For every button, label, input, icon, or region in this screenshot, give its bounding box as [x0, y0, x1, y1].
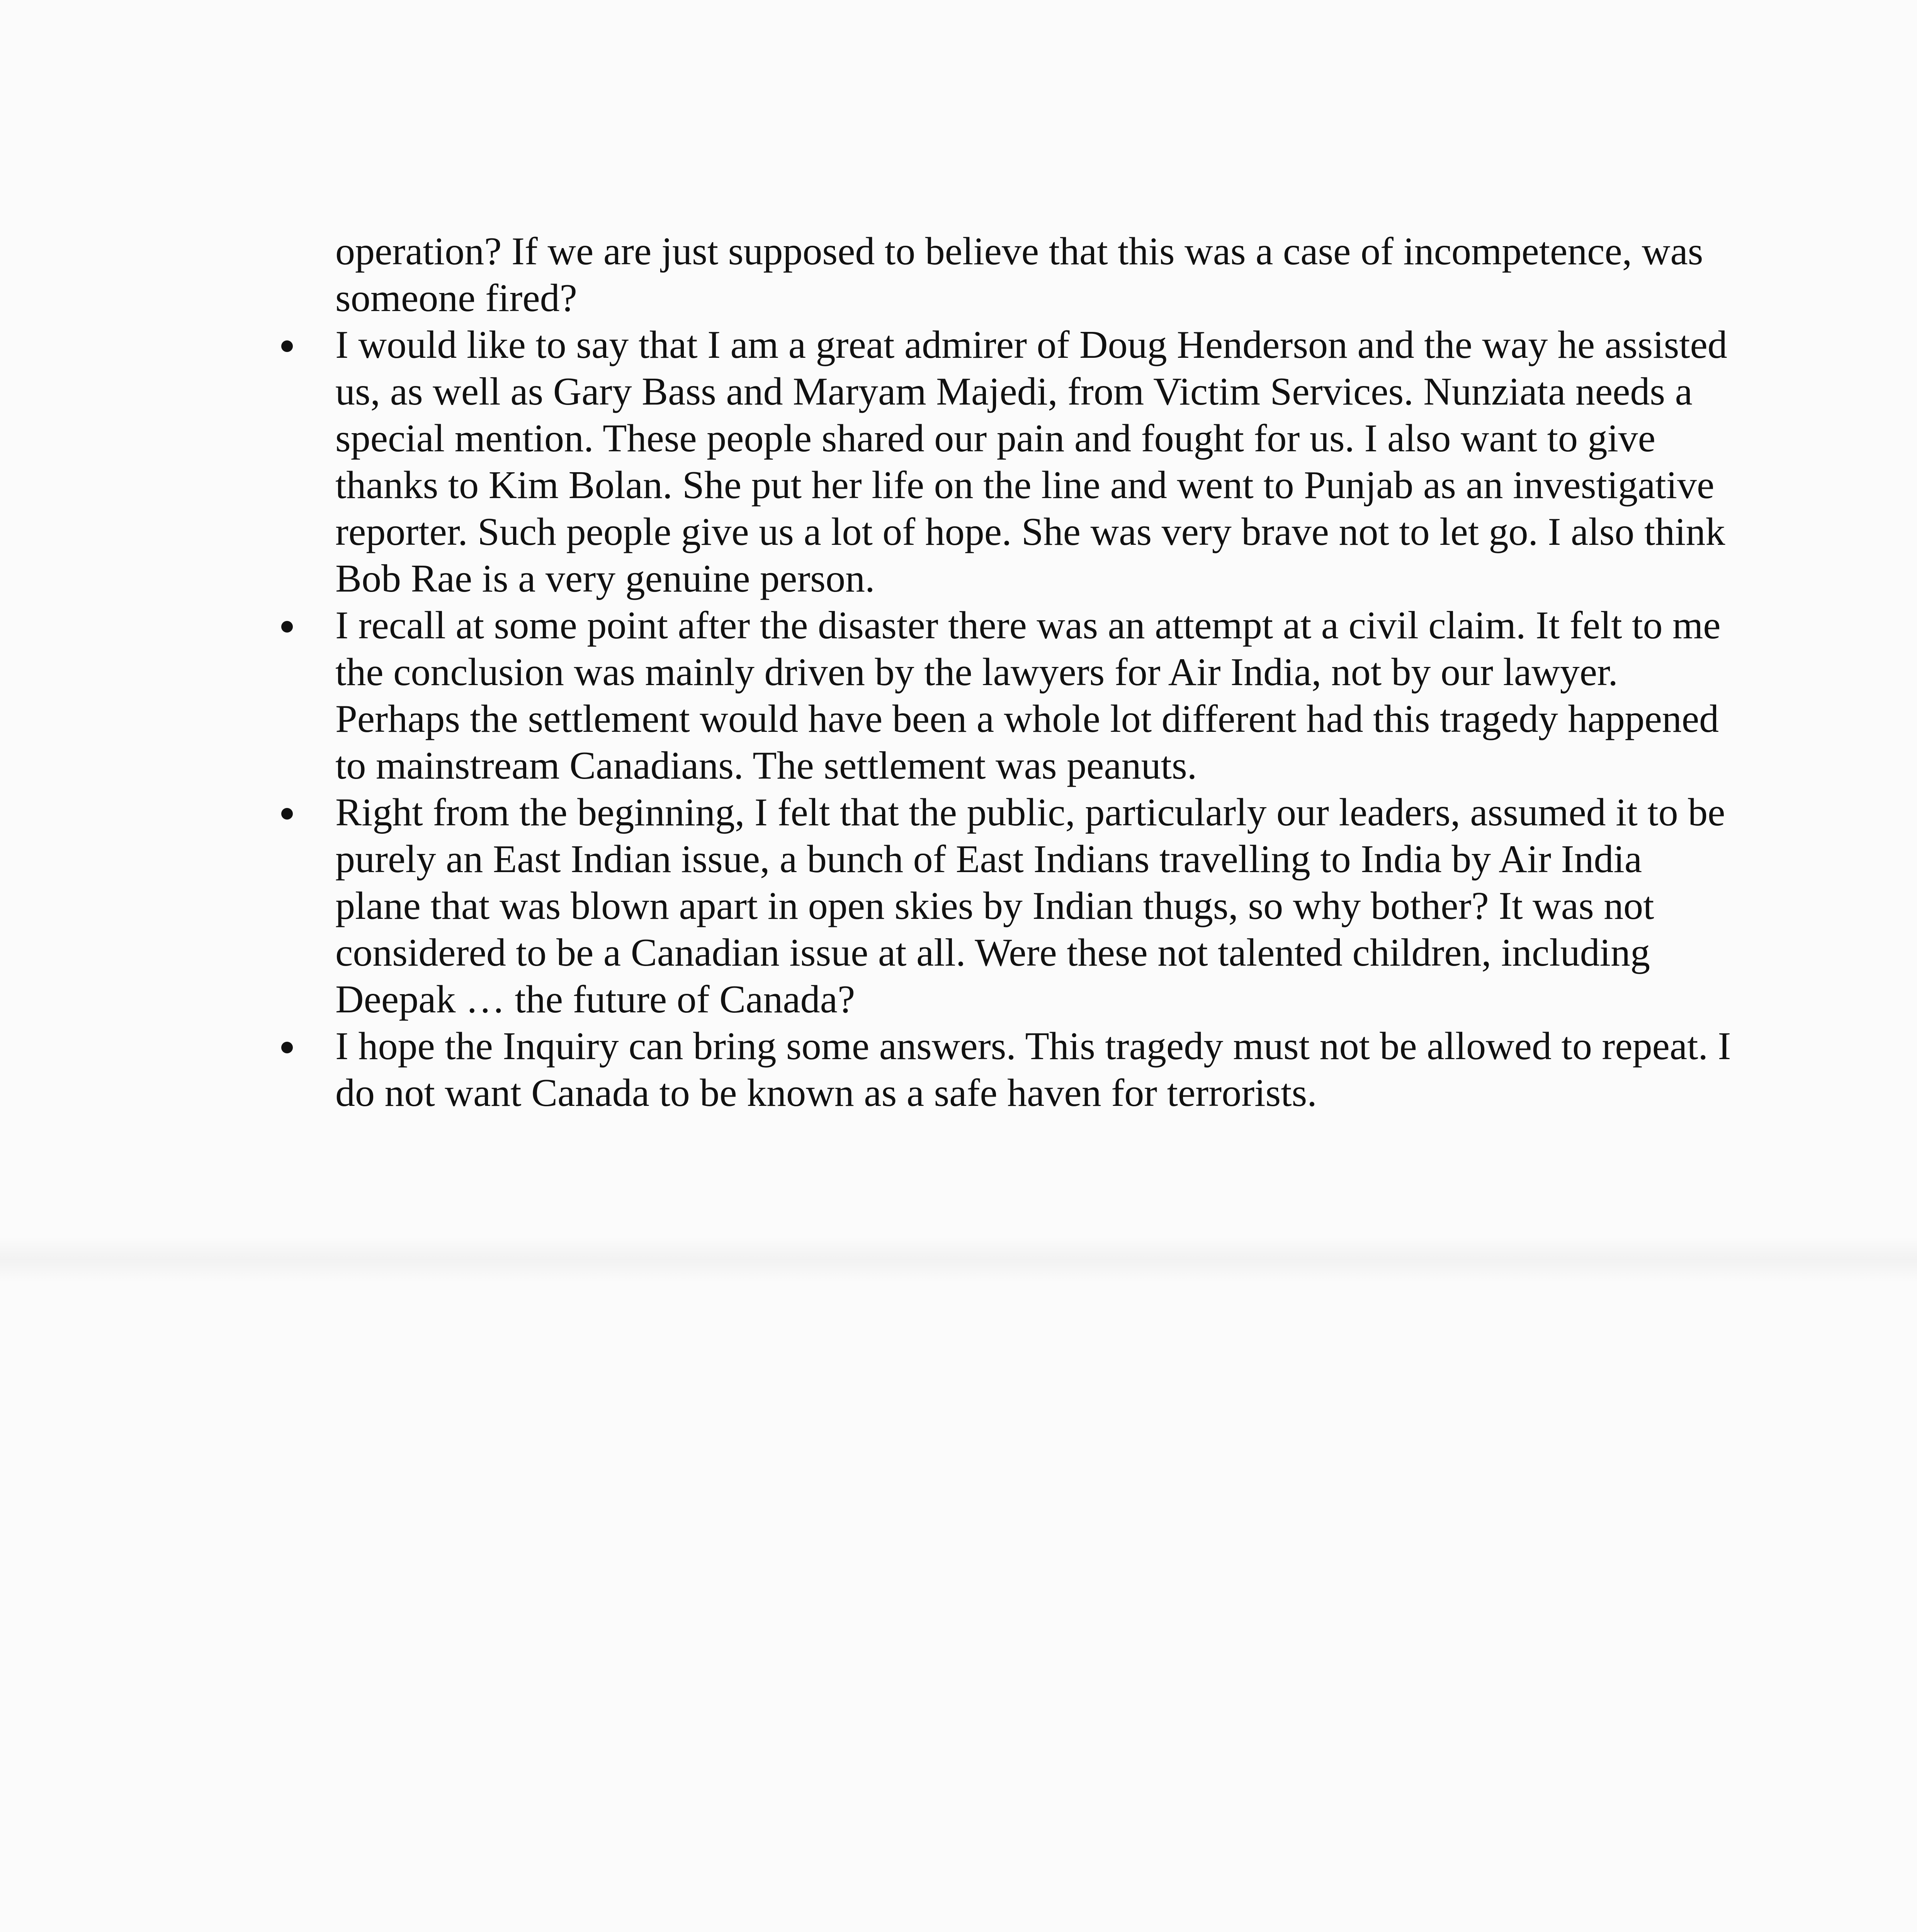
bullet-item: [335, 602, 1734, 789]
bullet-item: [335, 321, 1734, 602]
bullet-text: I hope the Inquiry can bring some answers. This tragedy must not be allowed to repeat. I do not want Canada to be known as a safe haven for terrorists.: [335, 1024, 1731, 1115]
bullet-list: [335, 321, 1734, 1116]
bullet-icon: [281, 340, 293, 352]
paper-fold: [0, 1236, 1917, 1283]
document-body: [335, 228, 1734, 1116]
bullet-item: [335, 789, 1734, 1023]
bullet-item: [335, 1023, 1734, 1116]
continued-paragraph: operation? If we are just supposed to believe that this was a case of incompetence, was someone fired?: [335, 230, 1703, 320]
bullet-text: Right from the beginning, I felt that the public, particularly our leaders, assumed it to be purely an East Indian issue, a bunch of East Indians travelling to India by Air India plane that was blown apart in open skies by Indian thugs, so why bother? It was not considered to be a Canadian issue at all. Were these not talented children, including Deepak … the future of Canada?: [335, 791, 1725, 1021]
bullet-icon: [281, 808, 293, 820]
bullet-text: I recall at some point after the disaster there was an attempt at a civil claim. It felt to me the conclusion was mainly driven by the lawyers for Air India, not by our lawyer. Perhaps the settlement would have been a whole lot different had this tragedy happened to mainstream Canadians. The settlement was peanuts.: [335, 604, 1721, 787]
bullet-icon: [281, 1042, 293, 1053]
bullet-text: I would like to say that I am a great admirer of Doug Henderson and the way he assisted us, as well as Gary Bass and Maryam Majedi, from Victim Services. Nunziata needs a special mention. These people shared our pain and fought for us. I also want to give thanks to Kim Bolan. She put her life on the line and went to Punjab as an investigative reporter. Such people give us a lot of hope. She was very brave not to let go. I also think Bob Rae is a very genuine person.: [335, 323, 1727, 600]
bullet-icon: [281, 621, 293, 633]
